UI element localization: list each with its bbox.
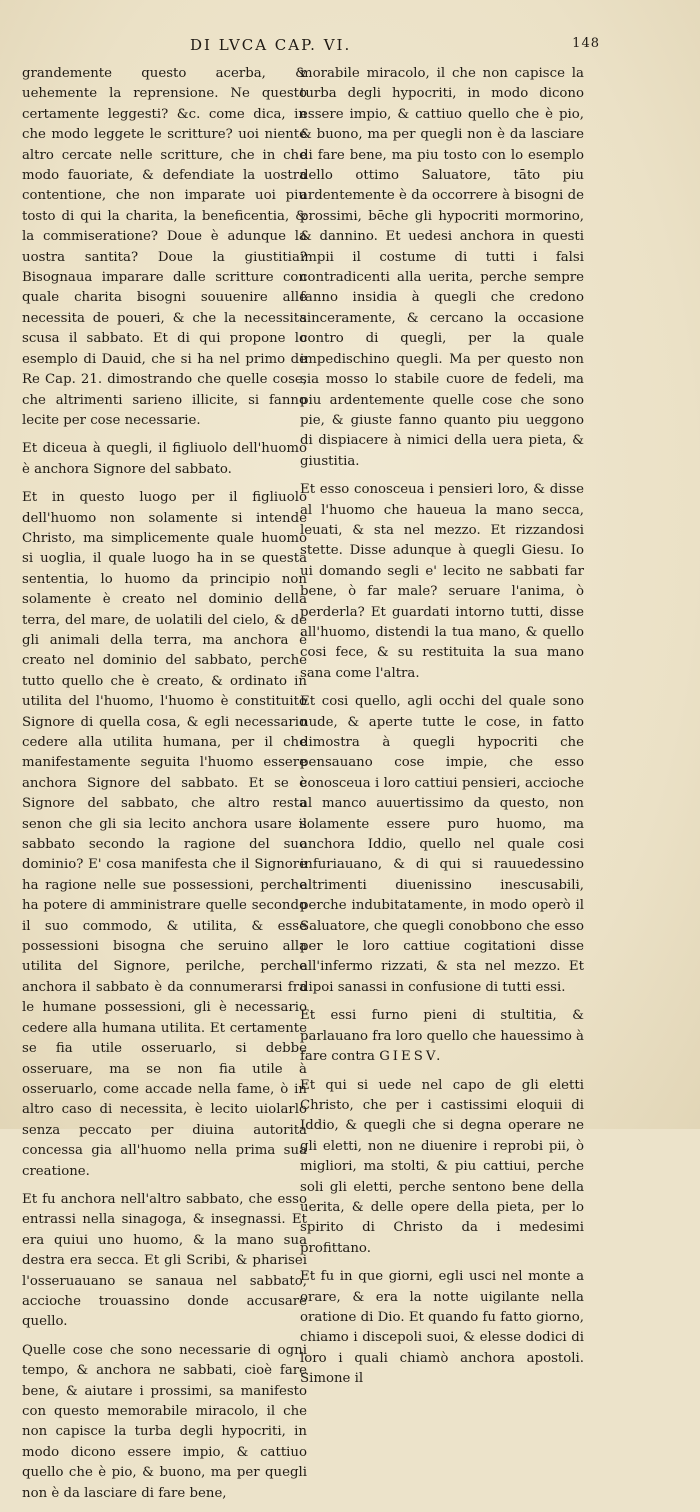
left-column	[22, 64, 307, 1512]
verse-text: Et essi furno pieni di stultitia, & parlauano fra loro quello che hauessimo à fare contra	[300, 1008, 584, 1065]
page-header	[190, 36, 600, 58]
verse-paragraph: Et fu anchora nell'altro sabbato, che esso entrassi nella sinagoga, & insegnassi. Et era quiui uno huomo, & la mano sua destra era secca. Et gli Scribi, & pharisei l'osseruauano se sanaua nel sabbato, accioche trouassino donde accusare quello.	[22, 1191, 307, 1330]
right-column	[300, 64, 584, 1398]
running-title: DI LVCA CAP. VI.	[190, 36, 352, 54]
name-capitals: GIESV.	[379, 1049, 444, 1065]
paragraph: morabile miracolo, il che non capisce la turba degli hypocriti, in modo dicono essere impio, & cattiuo quello che è pio, & buono, ma per quegli non è da lasciare di fare bene, ma piu tosto con lo esemplo dello ottimo Saluatore, tāto piu ardentemente è da occorrere à bisogni de prossimi, bēche gli hypocriti mormorino, & dannino. Et uedesi anchora in questi impii il costume di tutti i falsi contradicenti alla uerita, perche sempre fanno insidia à quegli che credono sinceramente, & cercano la occasione contro di quegli, per la quale impedischino quegli. Ma per questo non sia mosso lo stabile cuore de fedeli, ma piu ardentemente quelle cose che sono pie, & giuste fanno quanto piu ueggono di dispiacere à nimici della uera pieta, & giustitia.	[300, 66, 584, 469]
verse-paragraph: Et diceua à quegli, il figliuolo dell'huomo è anchora Signore del sabbato.	[22, 441, 307, 477]
paragraph: Et in questo luogo per il figliuolo dell'huomo non solamente si intende Christo, ma simplicemente quale huomo si uoglia, il quale luogo ha in se questa sententia, lo huomo da principio non solamente è creato nel dominio della terra, del mare, de uolatili del cielo, & de gli animali della terra, ma anchora è creato nel dominio del sabbato, perche tutto quello che è creato, & ordinato in utilita del l'huomo, l'huomo è constituito Signore di quella cosa, & egli necessario cedere alla utilita humana, per il che manifestamente seguita l'huomo essere anchora Signore del sabbato. Et se è Signore del sabbato, che altro resta senon che gli sia lecito anchora usare il sabbato secondo la ragione del suo dominio? E' cosa manifesta che il Signore ha ragione nelle sue possessioni, perche ha potere di amministrare quelle secondo il suo commodo, & utilita, & esse possessioni bisogna che seruino alla utilita del Signore, perilche, perche anchora il sabbato è da connumerarsi fra le humane possessioni, gli è necessario cedere alla humana utilita. Et certamente se fia utile osseruarlo, si debbe osseruare, ma se non fia utile à osseruarlo, come accade nella fame, ò in altro caso di necessita, è lecito uiolarlo senza peccato per diuina autorita concessa gia all'huomo nella prima sua creatione.	[22, 490, 307, 1179]
folio-number: 148	[572, 36, 600, 51]
verse-paragraph: Et fu in que giorni, egli usci nel monte a orare, & era la notte uigilante nella oratione di Dio. Et quando fu fatto giorno, chiamo i discepoli suoi, & elesse dodici di loro i quali chiamò anchora apostoli. Simone il	[300, 1269, 584, 1387]
paragraph: Et qui si uede nel capo de gli eletti Christo, che per i castissimi eloquii di Iddio, & quegli che si degna operare ne gli eletti, non ne diuenire i reprobi pii, ò migliori, ma stolti, & piu cattiui, perche soli gli eletti, perche sentono bene della uerita, & delle opere della pieta, per lo spirito di Christo da i medesimi profittano.	[300, 1077, 584, 1256]
paragraph: Quelle cose che sono necessarie di ogni tempo, & anchora ne sabbati, cioè fare bene, & aiutare i prossimi, sa manifesto con questo memorabile miracolo, il che non capisce la turba degli hypocriti, in modo dicono essere impio, & cattiuo quello che è pio, & buono, ma per quegli non è da lasciare di fare bene,	[22, 1342, 307, 1501]
verse-paragraph	[300, 1006, 584, 1067]
paragraph: grandemente questo acerba, & uehemente la reprensione. Ne questo certamente leggesti? &c. come dica, in che modo leggete le scritture? uoi niente altro cercate nelle scritture, che in che modo fauoriate, & defendiate la uostra contentione, che non imparate uoi piu tosto di qui la charita, la beneficentia, & la commiseratione? Doue è adunque la uostra santita? Doue la giustitia? Bisognaua imparare dalle scritture con quale charita bisogni souuenire alle necessita de poueri, & che la necessita scusa il sabbato. Et di qui propone lo esemplo di Dauid, che si ha nel primo de Re Cap. 21. dimostrando che quelle cose, che altrimenti sarieno illicite, si fanno lecite per cose necessarie.	[22, 66, 307, 428]
verse-paragraph: Et esso conosceua i pensieri loro, & disse al l'huomo che haueua la mano secca, leuati, & sta nel mezzo. Et rizzandosi stette. Disse adunque à quegli Giesu. Io ui domando segli e' lecito ne sabbati far bene, ò far male? seruare l'anima, ò perderla? Et guardati intorno tutti, disse all'huomo, distendi la tua mano, & quello cosi fece, & su restituita la sua mano sana come l'altra.	[300, 482, 584, 681]
paragraph: Et cosi quello, agli occhi del quale sono nude, & aperte tutte le cose, in fatto dimostra à quegli hypocriti che pensauano cose impie, che esso conosceua i loro cattiui pensieri, accioche al manco auuertissimo da questo, non solamente essere puro huomo, ma anchora Iddio, quello nel quale cosi infuriauano, & di qui si rauuedessino altrimenti diuenissino inescusabili, perche indubitatamente, in modo operò il Saluatore, che quegli conobbono che esso per le loro cattiue cogitationi disse all'infermo rizzati, & sta nel mezzo. Et dipoi sanassi in confusione di tutti essi.	[300, 694, 584, 995]
